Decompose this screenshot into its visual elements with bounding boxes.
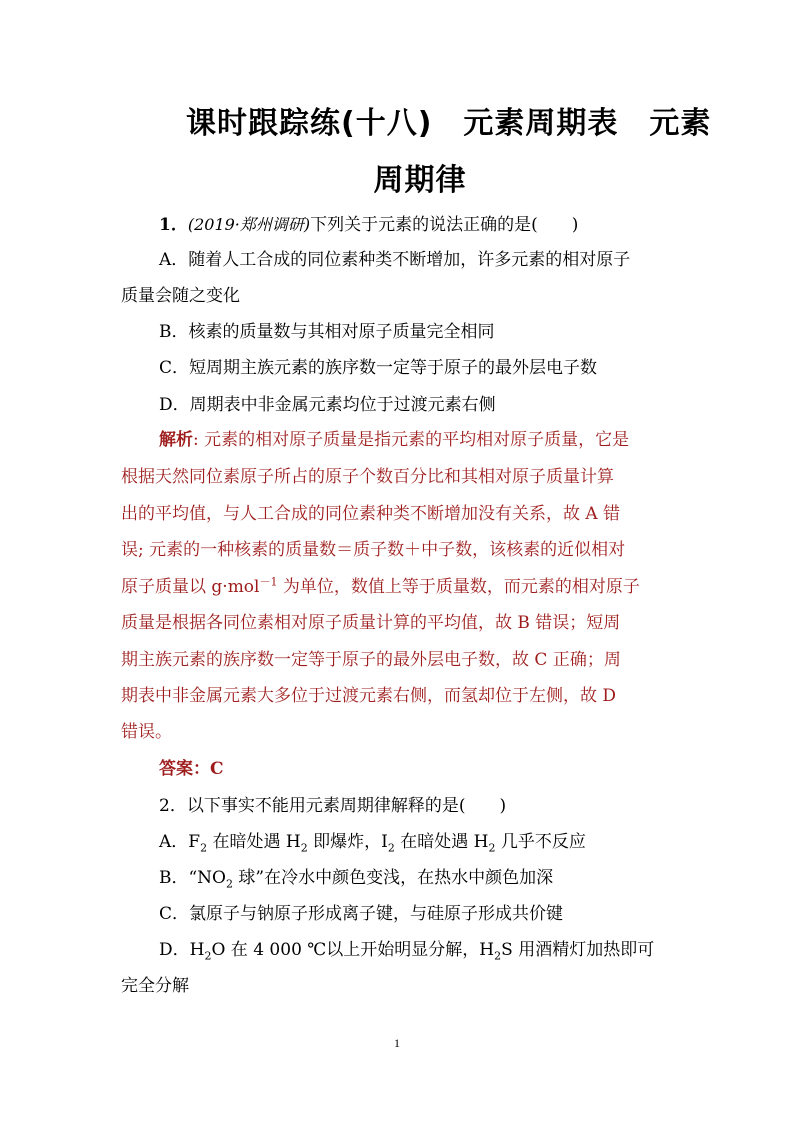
q2-stem: 2．以下事实不能用元素周期律解释的是( ) xyxy=(159,796,507,816)
page-number: 1 xyxy=(394,1036,400,1050)
doc-title-line2: 周期律 xyxy=(373,163,467,198)
q2-option-d-line1: D．$H_2O$ 在 4 000 ℃以上开始明显分解，$H_2S$ 用酒精灯加热即可 xyxy=(159,940,655,963)
q1-analysis-line2: 根据天然同位素原子所占的原子个数百分比和其相对原子质量计算 xyxy=(121,467,614,487)
q1-analysis-line3: 出的平均值，与人工合成的同位素种类不断增加没有关系，故 A 错 xyxy=(121,504,621,524)
q1-analysis-line5: 原子质量以 g·mol$^{-1}$ 为单位，数值上等于质量数，而元素的相对原子 xyxy=(121,575,640,597)
answer-value: ：C xyxy=(193,759,224,779)
q1-option-c: C．短周期主族元素的族序数一定等于原子的最外层电子数 xyxy=(159,358,598,378)
q1-analysis-line1: 解析: 元素的相对原子质量是指元素的平均相对原子质量，它是 xyxy=(159,430,630,450)
q1-source: (2019·郑州调研) xyxy=(187,215,311,234)
q1-analysis-line9: 错误。 xyxy=(121,722,172,742)
q1-analysis-line7: 期主族元素的族序数一定等于原子的最外层电子数，故 C 正确；周 xyxy=(121,650,621,670)
q1-option-b: B．核素的质量数与其相对原子质量完全相同 xyxy=(159,322,495,342)
q1-answer xyxy=(159,757,224,781)
q2-option-a: A．$F_2$ 在暗处遇 $H_2$ 即爆炸，$I_2$ 在暗处遇 $H_2$ 几乎不反应 xyxy=(159,832,586,855)
analysis-label: 解析 xyxy=(159,430,193,450)
q1-option-d: D．周期表中非金属元素均位于过渡元素右侧 xyxy=(159,395,496,415)
q1-analysis-line8: 期表中非金属元素大多位于过渡元素右侧，而氢却位于左侧，故 D xyxy=(121,686,617,706)
q1-analysis-line6: 质量是根据各同位素相对原子质量计算的平均值，故 B 错误；短周 xyxy=(121,613,621,633)
q2-option-d-line2: 完全分解 xyxy=(121,976,189,996)
q1-number: 1． xyxy=(159,215,188,235)
q1-option-a-line2: 质量会随之变化 xyxy=(121,286,240,306)
q1-text: 下列关于元素的说法正确的是( ) xyxy=(310,215,579,235)
q2-option-b: B．“$NO_2$ 球”在冷水中颜色变浅，在热水中颜色加深 xyxy=(159,868,554,891)
q1-option-a-line1: A．随着人工合成的同位素种类不断增加，许多元素的相对原子 xyxy=(159,250,631,270)
q1-stem xyxy=(159,213,578,237)
q1-analysis-line4: 误; 元素的一种核素的质量数＝质子数＋中子数，该核素的近似相对 xyxy=(121,540,626,560)
q2-option-c: C．氯原子与钠原子形成离子键，与硅原子形成共价键 xyxy=(159,904,564,924)
doc-title-line1: 课时跟踪练(十八) 元素周期表 元素 xyxy=(186,106,712,141)
answer-label: 答案 xyxy=(159,759,193,779)
